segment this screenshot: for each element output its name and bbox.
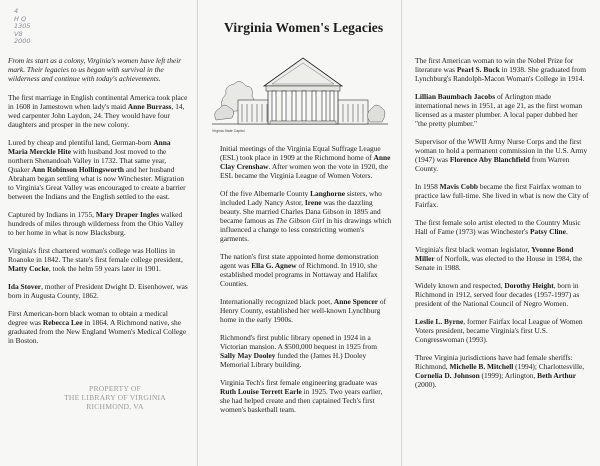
- paragraph: The first female solo artist elected to the Country Music Hall of Fame (1973) was Winchester's Patsy Cline.: [415, 218, 581, 236]
- paragraph: Virginia's first chartered woman's college was Hollins in Roanoke in 1842. The state's first female college president, Matty Cocke, took the helm 59 years later in 1901.: [8, 246, 183, 273]
- paragraph: Richmond's first public library opened in 1924 in a Victorian mansion. A $500,000 bequest in 1925 from Sally May Dooley funded the (James H.) Dooley Memorial Library building.: [220, 333, 377, 369]
- paragraph: First American-born black woman to obtain a medical degree was Rebecca Lee in 1864. A Richmond native, she graduated from the New England Women's Medical College in Boston.: [8, 309, 187, 345]
- paragraph: Virginia's first black woman legislator, Yvonne Bond Miller of Norfolk, was elected to the House in 1984, the Senate in 1988.: [415, 245, 583, 272]
- paragraph: The nation's first state appointed home demonstration agent was Ella G. Agnew of Richmond. In 1910, she established model programs in Nottaway and Halifax Counties.: [220, 252, 379, 288]
- paragraph: Supervisor of the WWII Army Nurse Corps and the first woman to hold a permanent commission in the U.S. Army (1947) was Florence Aby Blanchfield from Warren County.: [415, 137, 588, 173]
- intro-text: From its start as a colony, Virginia's women have left their mark. Their legacies to us began with survival in the wilderness and continue with today's achievements.: [8, 56, 182, 83]
- handwritten-call-number: 4 H Q 1305 V8 2000: [14, 7, 31, 45]
- paragraph: Ida Stover, mother of President Dwight D. Eisenhower, was born in Augusta County, 1862.: [8, 282, 188, 300]
- paragraph: Lured by cheap and plentiful land, German-born Anna Maria Merckle Hite with husband Jost moved to the northern Shenandoah Valley in 1732. That same year, Quaker Ann Robinson Hollingsworth and her husband Abraham began settling what is now Winchester. Migration to Virginia's Great Valley was encouraged to create a barrier between the Indians and the English settled to the east.: [8, 138, 186, 201]
- paragraph: Widely known and respected, Dorothy Height, born in Richmond in 1912, served four decades (1957-1997) as president of the National Council of Negro Women.: [415, 281, 580, 308]
- paragraph: Leslie L. Byrne, former Fairfax local League of Women Voters president, became Virginia's first U.S. Congresswoman (1993).: [415, 317, 583, 344]
- paragraph: The first American woman to win the Nobel Prize for literature was Pearl S. Buck in 1938. She graduated from Lynchburg's Randolph-Macon Woman's College in 1914.: [415, 56, 587, 83]
- right-panel: [403, 0, 600, 466]
- paragraph: Of the five Albemarle County Langhorne sisters, who included Lady Nancy Astor, Irene was the dazzling beauty. She married Charles Dana Gibson in 1895 and became famous as The Gibson Girl in his drawings which influenced a change to less constricting women's garments.: [220, 189, 392, 243]
- paragraph: Internationally recognized black poet, Anne Spencer of Henry County, established her well-known Lynchburg home in the early 1900s.: [220, 297, 387, 324]
- capitol-caption: Virginia State Capitol: [212, 129, 245, 133]
- page-title: Virginia Women's Legacies: [224, 20, 384, 35]
- left-panel: [0, 0, 196, 466]
- center-panel: [197, 0, 402, 466]
- capitol-building-illustration: [210, 42, 390, 138]
- paragraph: Captured by Indians in 1755, Mary Draper Ingles walked hundreds of miles through wilderness from the Ohio Valley to her home in what is now Blacksburg.: [8, 210, 184, 237]
- paragraph: In 1958 Mavis Cobb became the first Fairfax woman to practice law full-time. She lived in what is now the City of Fairfax.: [415, 182, 589, 209]
- paragraph: Three Virginia jurisdictions have had female sheriffs: Richmond, Michelle B. Mitchell (1994); Charlottesville, Cornelia D. Johnson (1999); Arlington, Beth Arthur (2000).: [415, 353, 585, 389]
- library-property-stamp: PROPERTY OF THE LIBRARY OF VIRGINIA RICHMOND, VA: [64, 384, 166, 411]
- paragraph: Lillian Baumbach Jacobs of Arlington made international news in 1951, at age 21, as the first woman licensed as a master plumber. A local paper dubbed her "the pretty plumber.": [415, 92, 583, 128]
- paragraph: Initial meetings of the Virginia Equal Suffrage League (ESL) took place in 1909 at the Richmond home of Anne Clay Crenshaw. After women won the vote in 1920, the ESL became the Virginia League of Women Voters.: [220, 144, 391, 180]
- paragraph: Virginia Tech's first female engineering graduate was Ruth Louise Terrett Earle in 1925. Two years earlier, she had helped create and then captained Tech's first women's basketball team.: [220, 378, 383, 414]
- paragraph: The first marriage in English continental America took place in 1608 in Jamestown when lady's maid Anne Burrass, 14, wed carpenter John Laydon, 24. They would have four daughters and prosper in the new colony.: [8, 93, 188, 129]
